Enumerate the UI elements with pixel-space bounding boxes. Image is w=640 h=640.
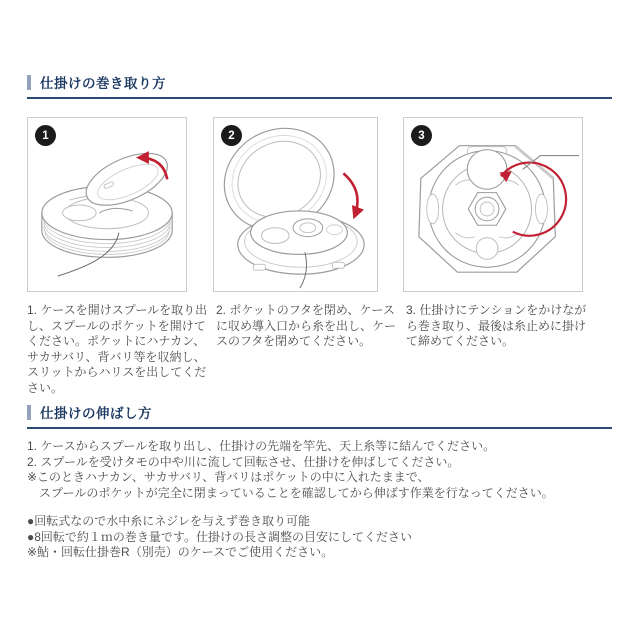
step-badge-3: 3 <box>411 125 432 146</box>
header-accent-bar <box>27 405 31 420</box>
step-panel-2 <box>213 117 378 292</box>
step-caption-2: 2. ポケットのフタを閉め、ケースに収め導入口から糸を出し、ケースのフタを閉めてください。 <box>216 303 397 349</box>
instruction-line: ※このときハナカン、サカサバリ、背バリはポケットの中に入れたままで、 <box>27 470 430 485</box>
instruction-line: スプールのポケットが完全に閉まっていることを確認してから伸ばす作業を行なってください。 <box>27 485 554 500</box>
case-lid-closing-illustration <box>214 118 377 291</box>
instruction-line: 2. スプールを受けタモの中や川に流して回転させ、仕掛けを伸ばしてください。 <box>27 454 460 469</box>
instruction-line: 1. ケースからスプールを取り出し、仕掛けの先端を竿先、天上糸等に結んでください。 <box>27 439 496 453</box>
step-caption-1: 1. ケースを開けスプールを取り出し、スプールのポケットを開けてください。ポケットにハナカン、サカサバリ、背バリ等を収納し、スリットからハリスを出してください。 <box>27 303 208 395</box>
step-badge-1: 1 <box>35 125 56 146</box>
note-line: ※鮎・回転仕掛巻R（別売）のケースでご使用ください。 <box>27 545 334 560</box>
section-title: 仕掛けの伸ばし方 <box>40 406 152 421</box>
step-panel-1 <box>27 117 187 292</box>
step-panel-3 <box>403 117 583 292</box>
header-accent-bar <box>27 75 31 90</box>
section-title: 仕掛けの巻き取り方 <box>40 76 166 91</box>
note-line: ●8回転で約１ｍの巻き量です。仕掛けの長さ調整の目安にしてください <box>27 529 412 544</box>
step-caption-3: 3. 仕掛けにテンションをかけながら巻き取り、最後は糸止めに掛けて締めてください。 <box>406 303 587 349</box>
section-header-winding <box>27 72 612 99</box>
extending-instructions <box>27 439 617 501</box>
step-badge-2: 2 <box>221 125 242 146</box>
case-top-winding-illustration <box>404 118 582 291</box>
feature-notes <box>27 514 617 561</box>
section-header-extending <box>27 402 612 429</box>
note-line: ●回転式なので水中糸にネジレを与えず巻き取り可能 <box>27 514 310 528</box>
